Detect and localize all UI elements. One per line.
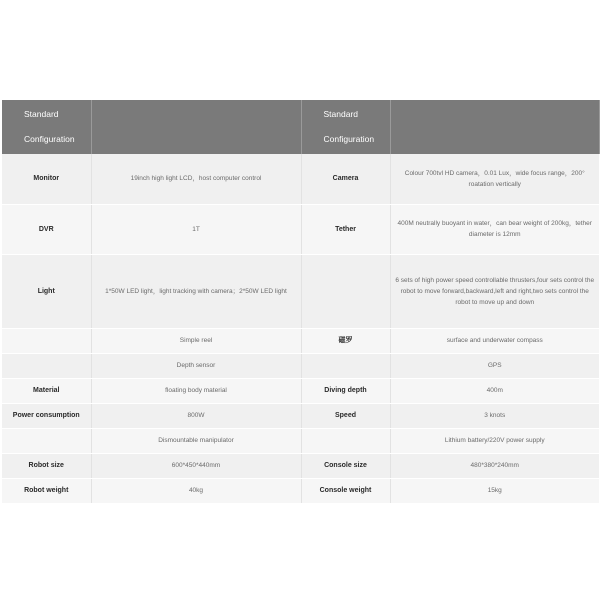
header-standard-configuration-left xyxy=(2,100,91,154)
spec-value: 800W xyxy=(91,403,301,428)
header-blank-cell xyxy=(91,100,301,154)
spec-value: 480*380*240mm xyxy=(390,453,599,478)
spec-key xyxy=(301,254,390,328)
table-header-row xyxy=(2,100,599,154)
spec-value: Dismountable manipulator xyxy=(91,428,301,453)
spec-value: Lithium battery/220V power supply xyxy=(390,428,599,453)
spec-value: 600*450*440mm xyxy=(91,453,301,478)
header-text-line: Standard xyxy=(323,109,358,119)
spec-key: Diving depth xyxy=(301,378,390,403)
spec-value: 400M neutrally buoyant in water，can bear weight of 200kg，tether diameter is 12mm xyxy=(390,204,599,254)
spec-value: Colour 700tvl HD camera，0.01 Lux，wide focus range，200° roatation vertically xyxy=(390,154,599,204)
header-text-line: Configuration xyxy=(24,134,75,144)
spec-table xyxy=(2,100,600,504)
spec-key: Tether xyxy=(301,204,390,254)
table-row xyxy=(2,378,599,403)
table-row xyxy=(2,328,599,353)
spec-value: 3 knots xyxy=(390,403,599,428)
spec-value: 400m xyxy=(390,378,599,403)
table-row xyxy=(2,428,599,453)
spec-value: Simple reel xyxy=(91,328,301,353)
spec-key: 磁罗 xyxy=(301,328,390,353)
spec-key xyxy=(2,353,91,378)
spec-key: Camera xyxy=(301,154,390,204)
table-row xyxy=(2,478,599,503)
spec-value: floating body material xyxy=(91,378,301,403)
spec-value: 1T xyxy=(91,204,301,254)
spec-key xyxy=(301,428,390,453)
table-row xyxy=(2,154,599,204)
header-text-line: Configuration xyxy=(323,134,375,144)
spec-key: Power consumption xyxy=(2,403,91,428)
spec-key: Light xyxy=(2,254,91,328)
spec-value: GPS xyxy=(390,353,599,378)
spec-value: 15kg xyxy=(390,478,599,503)
table-row xyxy=(2,204,599,254)
spec-key: Monitor xyxy=(2,154,91,204)
header-standard-configuration-right xyxy=(301,100,390,154)
spec-value: 19inch high light LCD，host computer control xyxy=(91,154,301,204)
spec-value: 40kg xyxy=(91,478,301,503)
spec-key: DVR xyxy=(2,204,91,254)
header-blank-cell xyxy=(390,100,599,154)
spec-key: Robot size xyxy=(2,453,91,478)
spec-key: Robot weight xyxy=(2,478,91,503)
spec-key: Speed xyxy=(301,403,390,428)
spec-value: surface and underwater compass xyxy=(390,328,599,353)
spec-key: Console weight xyxy=(301,478,390,503)
table-row xyxy=(2,353,599,378)
spec-key: Console size xyxy=(301,453,390,478)
spec-key xyxy=(2,328,91,353)
spec-key: Material xyxy=(2,378,91,403)
spec-value: Depth sensor xyxy=(91,353,301,378)
header-text-line: Standard xyxy=(24,109,59,119)
table-row xyxy=(2,453,599,478)
table-row xyxy=(2,403,599,428)
spec-value: 1*50W LED light，light tracking with camera；2*50W LED light xyxy=(91,254,301,328)
table-row xyxy=(2,254,599,328)
spec-value: 6 sets of high power speed controllable thrusters,four sets control the robot to move forward,backward,left and right,two sets control the robot to move up and down xyxy=(390,254,599,328)
spec-key xyxy=(2,428,91,453)
spec-key xyxy=(301,353,390,378)
